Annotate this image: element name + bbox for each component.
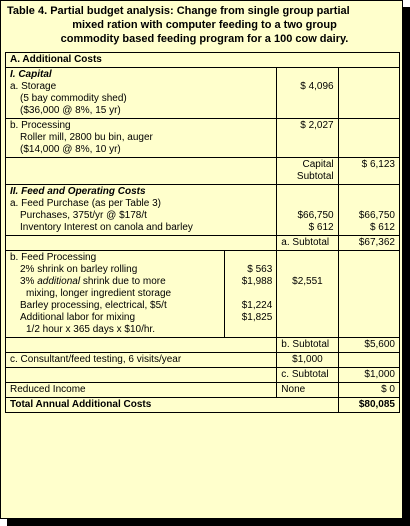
processing-label: b. Processing bbox=[10, 120, 71, 131]
inventory-value: $ 612 bbox=[308, 222, 334, 233]
section-a-header: A. Additional Costs bbox=[6, 53, 400, 68]
b-subtotal-label: b. Subtotal bbox=[277, 338, 338, 353]
processing-empty-cell bbox=[338, 119, 399, 158]
feed-purchase-totals bbox=[338, 185, 399, 236]
shrink-line: 2% shrink on barley rolling bbox=[20, 264, 138, 275]
feed-purchase-cell bbox=[6, 185, 277, 236]
a-subtotal-value: $67,362 bbox=[338, 236, 399, 251]
feed-purchase-row bbox=[6, 185, 400, 236]
total-row bbox=[6, 398, 400, 413]
inventory-total: $ 612 bbox=[369, 222, 395, 233]
storage-label: a. Storage bbox=[10, 81, 57, 92]
reduced-income-row bbox=[6, 383, 400, 398]
consultant-value: $1,000 bbox=[277, 353, 338, 368]
processing-sum-value: $2,551 bbox=[292, 276, 323, 287]
reduced-income-total: $ 0 bbox=[338, 383, 399, 398]
storage-value-cell bbox=[277, 68, 338, 119]
c-subtotal-blank bbox=[6, 368, 277, 383]
feed-processing-label: b. Feed Processing bbox=[10, 252, 97, 263]
b-subtotal-value: $5,600 bbox=[338, 338, 399, 353]
capital-subtotal-blank bbox=[6, 158, 277, 185]
feed-purchase-label: a. Feed Purchase (as per Table 3) bbox=[10, 198, 162, 209]
a-subtotal-row bbox=[6, 236, 400, 251]
feed-processing-values bbox=[225, 251, 277, 338]
storage-empty-cell bbox=[338, 68, 399, 119]
a-subtotal-blank bbox=[6, 236, 277, 251]
capital-heading: I. Capital bbox=[10, 69, 52, 80]
a-subtotal-label: a. Subtotal bbox=[277, 236, 338, 251]
storage-detail-1: (5 bay commodity shed) bbox=[20, 93, 127, 104]
capital-processing-cell bbox=[6, 119, 277, 158]
reduced-income-value: None bbox=[277, 383, 338, 398]
b-subtotal-row bbox=[6, 338, 400, 353]
title-line-3: commodity based feeding program for a 100 cow dairy. bbox=[60, 33, 349, 45]
consultant-empty bbox=[338, 353, 399, 368]
labor-value: $1,825 bbox=[241, 312, 273, 323]
b-subtotal-blank bbox=[6, 338, 277, 353]
total-label: Total Annual Additional Costs bbox=[6, 398, 339, 413]
feed-processing-sum-cell bbox=[277, 251, 338, 338]
reduced-income-label: Reduced Income bbox=[6, 383, 277, 398]
c-subtotal-row bbox=[6, 368, 400, 383]
barley-line: Barley processing, electrical, $5/t bbox=[20, 300, 167, 311]
total-value: $80,085 bbox=[338, 398, 399, 413]
shrink-value: $ 563 bbox=[247, 264, 273, 275]
additional-value: $1,988 bbox=[241, 276, 273, 287]
title-line-2: mixed ration with computer feeding to a two group bbox=[72, 19, 337, 31]
c-subtotal-value: $1,000 bbox=[338, 368, 399, 383]
capital-processing-row bbox=[6, 119, 400, 158]
c-subtotal-label: c. Subtotal bbox=[277, 368, 338, 383]
capital-storage-cell bbox=[6, 68, 277, 119]
feed-heading: II. Feed and Operating Costs bbox=[10, 186, 146, 197]
feed-processing-cell bbox=[6, 251, 225, 338]
processing-value-cell bbox=[277, 119, 338, 158]
storage-value: $ 4,096 bbox=[300, 81, 334, 92]
purchases-total: $66,750 bbox=[358, 210, 395, 221]
capital-subtotal-value: $ 6,123 bbox=[338, 158, 399, 185]
consultant-row bbox=[6, 353, 400, 368]
feed-purchases-line: Purchases, 375t/yr @ $178/t bbox=[20, 210, 147, 221]
feed-processing-row bbox=[6, 251, 400, 338]
labor-line: Additional labor for mixing bbox=[20, 312, 136, 323]
processing-value: $ 2,027 bbox=[300, 120, 334, 131]
feed-processing-empty bbox=[338, 251, 399, 338]
budget-table bbox=[5, 52, 400, 413]
feed-purchase-values bbox=[277, 185, 338, 236]
processing-detail-2: ($14,000 @ 8%, 10 yr) bbox=[20, 144, 121, 155]
storage-detail-2: ($36,000 @ 8%, 15 yr) bbox=[20, 105, 121, 116]
capital-subtotal-label: Capital Subtotal bbox=[277, 158, 338, 185]
consultant-label: c. Consultant/feed testing, 6 visits/year bbox=[6, 353, 277, 368]
additional-shrink-line-2: mixing, longer ingredient storage bbox=[26, 288, 172, 299]
feed-inventory-line: Inventory Interest on canola and barley bbox=[20, 222, 193, 233]
additional-shrink-line: 3% additional shrink due to more bbox=[20, 276, 166, 287]
table-title bbox=[7, 4, 402, 46]
barley-value: $1,224 bbox=[241, 300, 273, 311]
labor-line-2: 1/2 hour x 365 days x $10/hr. bbox=[26, 324, 155, 335]
title-line-1: Table 4. Partial budget analysis: Change from single group partial bbox=[7, 5, 350, 17]
purchases-value: $66,750 bbox=[297, 210, 334, 221]
capital-subtotal-row bbox=[6, 158, 400, 185]
capital-storage-row bbox=[6, 68, 400, 119]
section-a-row bbox=[6, 53, 400, 68]
processing-detail-1: Roller mill, 2800 bu bin, auger bbox=[20, 132, 153, 143]
